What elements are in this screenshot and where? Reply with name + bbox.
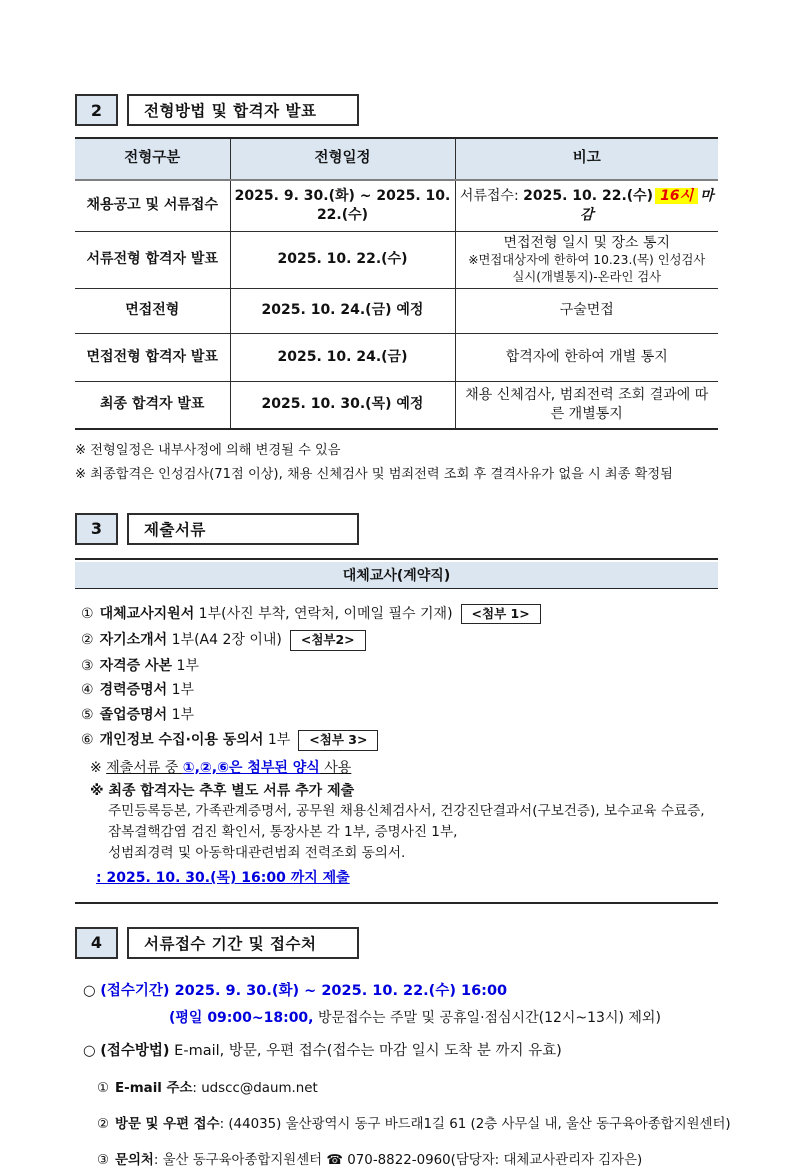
extra-documents-title: ※ 최종 합격자는 추후 별도 서류 추가 제출: [90, 782, 355, 799]
deadline-time-highlight: 16시: [655, 188, 698, 204]
reception-method-line: [83, 1039, 718, 1060]
item2-detail: 1부(A4 2장 이내): [167, 632, 282, 649]
item2-marker: ②: [81, 632, 94, 649]
form-note-black1: 제출서류 중: [106, 759, 183, 776]
section3-number-badge: 3: [75, 513, 118, 545]
footnote-schedule-change: ※ 전형일정은 내부사정에 의해 변경될 수 있음: [75, 443, 341, 459]
item5-name: 졸업증명서: [99, 706, 168, 723]
schedule-footnotes: [75, 439, 718, 487]
item3-detail: 1부: [172, 657, 199, 674]
row5-category: 최종 합격자 발표: [75, 381, 230, 429]
contact3-label: 문의처: [115, 1152, 154, 1168]
contact3-marker: ③: [97, 1152, 110, 1168]
table-row: [75, 381, 718, 429]
item6-name: 개인정보 수집·이용 동의서: [99, 732, 264, 749]
reception-method-value: E-mail, 방문, 우편 접수(접수는 마감 일시 도착 분 까지 유효): [169, 1042, 562, 1059]
row4-schedule: 2025. 10. 24.(금): [230, 333, 455, 381]
row2-note-line2: ※면접대상자에 한하여 10.23.(목) 인성검사: [468, 253, 706, 268]
section2-header: [75, 94, 718, 126]
section4-number-badge: 4: [75, 927, 118, 959]
item2-name: 자기소개서: [99, 632, 168, 649]
weekday-hours: (평일 09:00~18:00,: [169, 1009, 314, 1026]
footnote-final-pass: ※ 최종합격은 인성검사(71점 이상), 채용 신체검사 및 범죄전력 조회 후 결격사유가 없을 시 최종 확정됨: [75, 466, 673, 482]
form-note-black2: 사용: [319, 759, 352, 776]
table-row: [75, 333, 718, 381]
table-header-row: [75, 138, 718, 180]
extra-documents-line3: 성범죄경력 및 아동학대관련범죄 전력조회 동의서.: [108, 845, 406, 862]
reception-period-line: [83, 979, 718, 1000]
row2-note: [455, 231, 718, 288]
section4-header: [75, 927, 718, 959]
row1-category: 채용공고 및 서류접수: [75, 180, 230, 231]
row2-schedule: 2025. 10. 22.(수): [230, 231, 455, 288]
item6-detail: 1부: [263, 732, 291, 749]
item4-marker: ④: [81, 682, 94, 699]
form-note-blue: ①,②,⑥은 첨부된 양식: [182, 759, 320, 776]
contact-address-line: [97, 1113, 731, 1132]
contact2-value: : (44035) 울산광역시 동구 바드래1길 61 (2층 사무실 내, 울산 동구육아종합지원센터): [219, 1116, 731, 1132]
item5-detail: 1부: [167, 706, 195, 723]
row1-note-suffix: 마감: [579, 187, 714, 223]
form-note-prefix: ※: [90, 759, 107, 776]
table-row: [75, 288, 718, 333]
section4-title: 서류접수 기간 및 접수처: [127, 927, 359, 959]
list-item: [81, 730, 716, 751]
list-item: [81, 706, 716, 724]
row4-category: 면접전형 합격자 발표: [75, 333, 230, 381]
extra-documents-line2: 잠복결핵감염 검진 확인서, 통장사본 각 1부, 증명사진 1부,: [108, 824, 458, 841]
item3-name: 자격증 사본: [99, 657, 173, 674]
column-header-schedule: 전형일정: [230, 138, 455, 180]
submission-documents-box: [75, 558, 718, 904]
job-type-band: 대체교사(계약직): [75, 562, 718, 589]
row1-note-prefix: 서류접수:: [459, 187, 524, 204]
extra-documents-line1: 주민등록등본, 가족관계증명서, 공무원 채용신체검사서, 건강진단결과서(구보건증), 보수교육 수료증,: [108, 803, 705, 820]
contact2-marker: ②: [97, 1116, 110, 1132]
section3-title: 제출서류: [127, 513, 359, 545]
table-row: [75, 231, 718, 288]
contact1-label: E-mail 주소: [115, 1080, 193, 1096]
circle-bullet: ○: [83, 1042, 101, 1059]
extra-documents-deadline: : 2025. 10. 30.(목) 16:00 까지 제출: [96, 870, 350, 887]
list-item: [81, 657, 716, 675]
list-item: [81, 681, 716, 699]
exclusion-note: 방문접수는 주말 및 공휴일·점심시간(12시~13시) 제외): [313, 1009, 661, 1026]
item1-detail: 1부(사진 부착, 연락처, 이메일 필수 기재): [194, 605, 453, 622]
row2-note-line3: 실시(개별통지)-온라인 검사: [512, 269, 662, 284]
row2-category: 서류전형 합격자 발표: [75, 231, 230, 288]
row5-schedule: 2025. 10. 30.(목) 예정: [230, 381, 455, 429]
item3-marker: ③: [81, 657, 94, 674]
reception-method-label: (접수방법): [100, 1042, 170, 1059]
row3-note: 구술면접: [455, 288, 718, 333]
circle-bullet: ○: [83, 982, 101, 999]
document-list: [75, 589, 718, 902]
contact3-value: : 울산 동구육아종합지원센터 ☎ 070-8822-0960(담당자: 대체교사관리자 김자은): [153, 1152, 643, 1168]
item4-name: 경력증명서: [99, 682, 168, 699]
section3-header: [75, 513, 718, 545]
list-item: [81, 630, 716, 651]
item6-marker: ⑥: [81, 732, 94, 749]
reception-info: [75, 979, 731, 1168]
row2-note-line1: 면접전형 일시 및 장소 통지: [503, 234, 671, 251]
selection-schedule-table-head: [75, 138, 718, 180]
row3-category: 면접전형: [75, 288, 230, 333]
item5-marker: ⑤: [81, 706, 94, 723]
attachment2-tag: <첨부2>: [290, 630, 366, 651]
table-row: [75, 180, 718, 231]
attachment1-tag: <첨부 1>: [461, 604, 541, 625]
list-item: [81, 604, 716, 625]
row1-note-date: 2025. 10. 22.(수): [523, 187, 654, 204]
item1-marker: ①: [81, 605, 94, 622]
contact-email-line: [97, 1077, 718, 1096]
reception-period-value: (접수기간) 2025. 9. 30.(화) ~ 2025. 10. 22.(수) 16:00: [100, 982, 508, 999]
row1-schedule: 2025. 9. 30.(화) ~ 2025. 10. 22.(수): [230, 180, 455, 231]
row3-schedule: 2025. 10. 24.(금) 예정: [230, 288, 455, 333]
reception-period-detail: [169, 1007, 718, 1027]
row1-note: [455, 180, 718, 231]
attachment3-tag: <첨부 3>: [298, 730, 378, 751]
section2-title: 전형방법 및 합격자 발표: [127, 94, 359, 126]
contact2-label: 방문 및 우편 접수: [115, 1116, 220, 1132]
row4-note: 합격자에 한하여 개별 통지: [455, 333, 718, 381]
column-header-note: 비고: [455, 138, 718, 180]
selection-schedule-table: [75, 137, 718, 430]
item1-name: 대체교사지원서: [99, 605, 195, 622]
column-header-category: 전형구분: [75, 138, 230, 180]
attached-forms-note: [90, 759, 716, 777]
contact1-value: : udscc@daum.net: [192, 1080, 318, 1096]
item4-detail: 1부: [167, 682, 195, 699]
row5-note: 채용 신체검사, 범죄전력 조회 결과에 따른 개별통지: [455, 381, 718, 429]
section2-number-badge: 2: [75, 94, 118, 126]
contact-phone-line: [97, 1149, 718, 1168]
contact1-marker: ①: [97, 1080, 110, 1096]
